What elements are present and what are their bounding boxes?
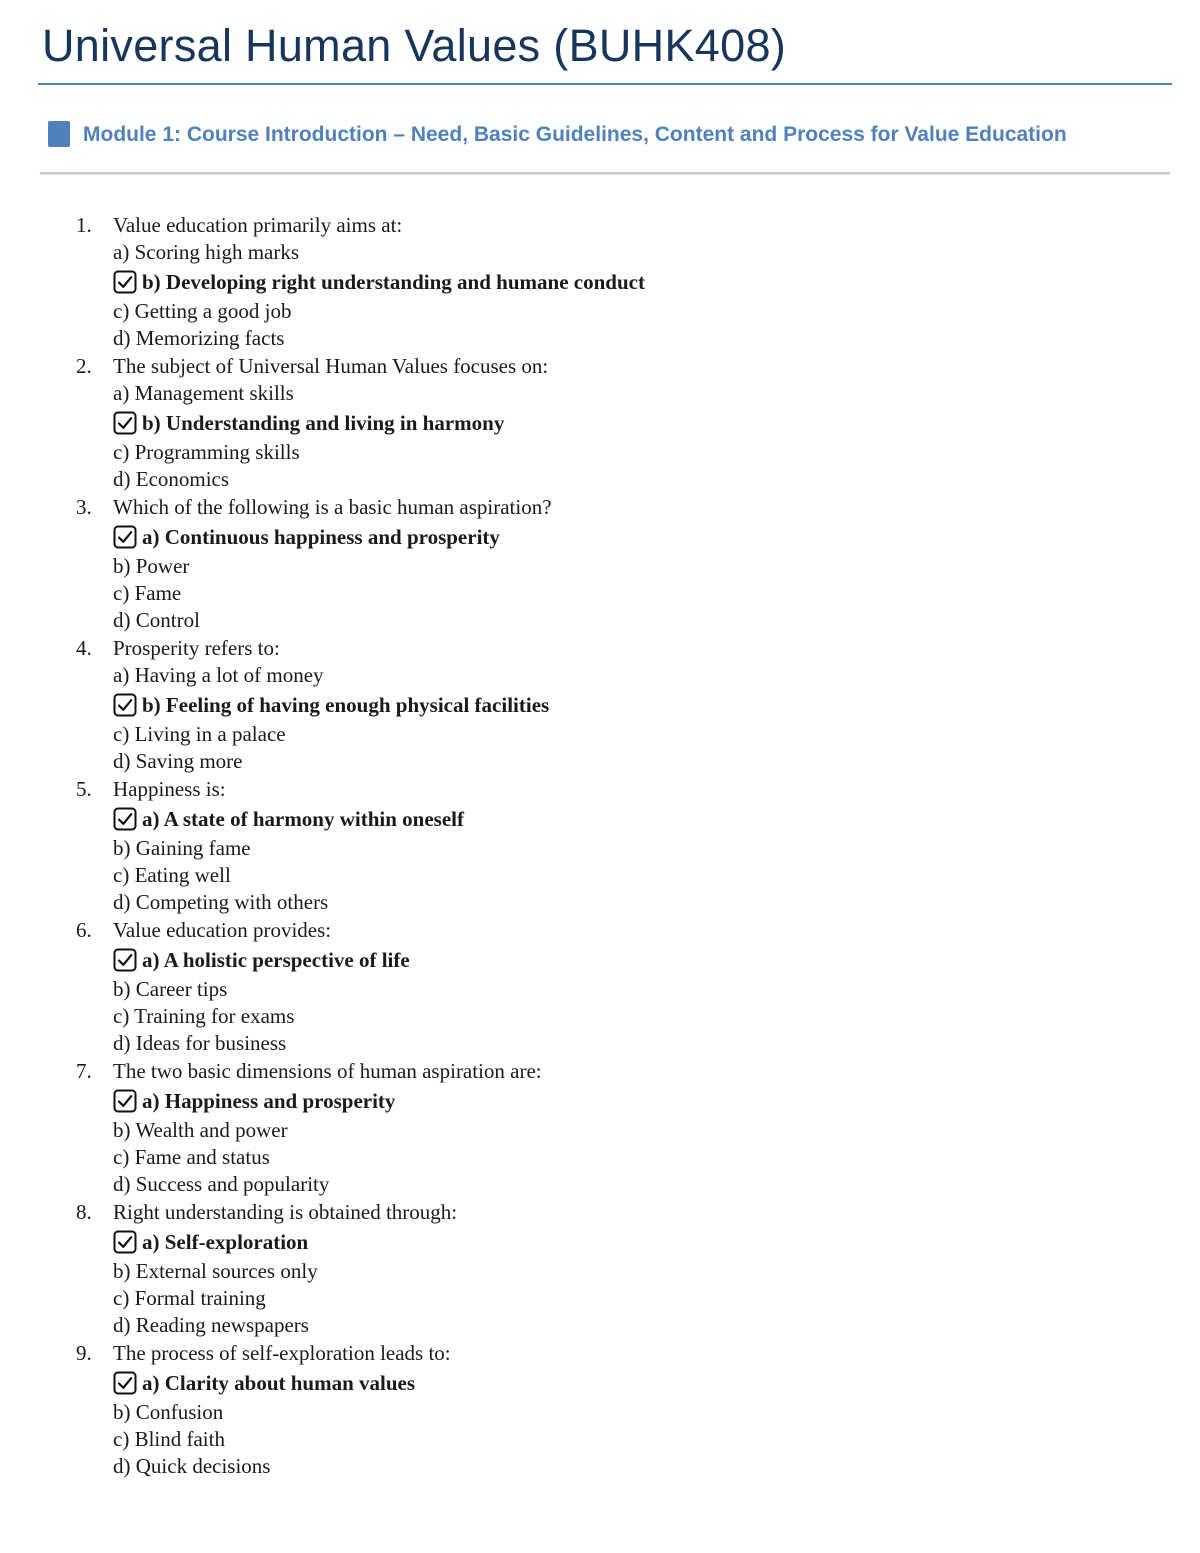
- answer-option: [0, 325, 645, 352]
- question-number: 8.: [76, 1200, 92, 1224]
- question-item: [0, 211, 645, 352]
- option-label: c) Eating well: [113, 863, 231, 887]
- title-divider: [38, 83, 1172, 85]
- option-label: d) Reading newspapers: [113, 1313, 309, 1337]
- checkbox-checked-icon: [113, 270, 137, 294]
- answer-option: [0, 1030, 645, 1057]
- question-item: [0, 916, 645, 1057]
- answer-option: [0, 1426, 645, 1453]
- option-label: b) Gaining fame: [113, 836, 251, 860]
- option-label: d) Memorizing facts: [113, 326, 285, 350]
- answer-option: [0, 380, 645, 407]
- option-label: d) Control: [113, 608, 200, 632]
- option-label: d) Economics: [113, 467, 230, 491]
- correct-answer-option: [0, 689, 645, 721]
- question-text: Right understanding is obtained through:: [113, 1200, 458, 1224]
- module-marker-icon: [48, 121, 70, 147]
- option-label: b) External sources only: [113, 1259, 318, 1283]
- question-line: [0, 352, 645, 380]
- option-label: b) Career tips: [113, 977, 228, 1001]
- answer-option: [0, 607, 645, 634]
- option-label: a) Having a lot of money: [113, 663, 324, 687]
- answer-option: [0, 580, 645, 607]
- option-label: d) Ideas for business: [113, 1031, 287, 1055]
- option-label: a) Self-exploration: [142, 1230, 309, 1254]
- correct-answer-option: [0, 944, 645, 976]
- option-label: c) Formal training: [113, 1286, 266, 1310]
- option-label: b) Understanding and living in harmony: [142, 411, 505, 435]
- checkbox-checked-icon: [113, 1371, 137, 1395]
- option-label: a) Management skills: [113, 381, 294, 405]
- module-divider: [40, 172, 1170, 174]
- checkbox-checked-icon: [113, 411, 137, 435]
- question-text: Which of the following is a basic human aspiration?: [113, 495, 552, 519]
- option-label: a) Clarity about human values: [142, 1371, 416, 1395]
- question-line: [0, 1057, 645, 1085]
- question-line: [0, 1198, 645, 1226]
- option-label: c) Fame and status: [113, 1145, 270, 1169]
- correct-answer-option: [0, 1226, 645, 1258]
- option-label: a) A holistic perspective of life: [142, 948, 410, 972]
- module-heading: Module 1: Course Introduction – Need, Basic Guidelines, Content and Process for Value Education: [83, 123, 1067, 146]
- correct-answer-option: [0, 266, 645, 298]
- checkbox-checked-icon: [113, 948, 137, 972]
- answer-option: [0, 1453, 645, 1480]
- question-text: Prosperity refers to:: [113, 636, 280, 660]
- answer-option: [0, 862, 645, 889]
- question-line: [0, 1339, 645, 1367]
- answer-option: [0, 466, 645, 493]
- checkbox-checked-icon: [113, 525, 137, 549]
- answer-option: [0, 1003, 645, 1030]
- question-number: 6.: [76, 918, 92, 942]
- answer-option: [0, 553, 645, 580]
- checkbox-checked-icon: [113, 693, 137, 717]
- question-item: [0, 1198, 645, 1339]
- option-label: d) Competing with others: [113, 890, 329, 914]
- question-line: [0, 916, 645, 944]
- question-item: [0, 1057, 645, 1198]
- checkbox-checked-icon: [113, 1089, 137, 1113]
- correct-answer-option: [0, 521, 645, 553]
- answer-option: [0, 1399, 645, 1426]
- answer-option: [0, 721, 645, 748]
- option-label: a) Scoring high marks: [113, 240, 300, 264]
- option-label: b) Wealth and power: [113, 1118, 288, 1142]
- question-text: The subject of Universal Human Values focuses on:: [113, 354, 549, 378]
- question-list: [0, 211, 645, 1480]
- question-item: [0, 493, 645, 634]
- correct-answer-option: [0, 407, 645, 439]
- question-text: Value education primarily aims at:: [113, 213, 403, 237]
- correct-answer-option: [0, 803, 645, 835]
- correct-answer-option: [0, 1367, 645, 1399]
- question-item: [0, 634, 645, 775]
- answer-option: [0, 298, 645, 325]
- question-number: 5.: [76, 777, 92, 801]
- option-label: d) Quick decisions: [113, 1454, 271, 1478]
- question-item: [0, 775, 645, 916]
- question-line: [0, 211, 645, 239]
- answer-option: [0, 1171, 645, 1198]
- document-title: Universal Human Values (BUHK408): [42, 20, 787, 71]
- answer-option: [0, 1258, 645, 1285]
- question-number: 9.: [76, 1341, 92, 1365]
- question-number: 2.: [76, 354, 92, 378]
- question-number: 4.: [76, 636, 92, 660]
- option-label: c) Programming skills: [113, 440, 300, 464]
- question-text: The two basic dimensions of human aspiration are:: [113, 1059, 542, 1083]
- question-text: Value education provides:: [113, 918, 332, 942]
- answer-option: [0, 889, 645, 916]
- question-number: 1.: [76, 213, 92, 237]
- checkbox-checked-icon: [113, 807, 137, 831]
- option-label: c) Blind faith: [113, 1427, 225, 1451]
- answer-option: [0, 1285, 645, 1312]
- question-line: [0, 634, 645, 662]
- question-line: [0, 775, 645, 803]
- question-text: The process of self-exploration leads to:: [113, 1341, 451, 1365]
- option-label: b) Developing right understanding and humane conduct: [142, 270, 645, 294]
- answer-option: [0, 748, 645, 775]
- answer-option: [0, 1312, 645, 1339]
- option-label: a) Happiness and prosperity: [142, 1089, 396, 1113]
- answer-option: [0, 1117, 645, 1144]
- option-label: c) Training for exams: [113, 1004, 295, 1028]
- option-label: c) Living in a palace: [113, 722, 286, 746]
- answer-option: [0, 1144, 645, 1171]
- option-label: b) Power: [113, 554, 190, 578]
- answer-option: [0, 835, 645, 862]
- checkbox-checked-icon: [113, 1230, 137, 1254]
- correct-answer-option: [0, 1085, 645, 1117]
- question-line: [0, 493, 645, 521]
- option-label: c) Fame: [113, 581, 182, 605]
- answer-option: [0, 976, 645, 1003]
- answer-option: [0, 662, 645, 689]
- question-number: 3.: [76, 495, 92, 519]
- answer-option: [0, 439, 645, 466]
- question-item: [0, 352, 645, 493]
- option-label: c) Getting a good job: [113, 299, 292, 323]
- option-label: a) Continuous happiness and prosperity: [142, 525, 500, 549]
- option-label: b) Feeling of having enough physical facilities: [142, 693, 550, 717]
- question-number: 7.: [76, 1059, 92, 1083]
- question-item: [0, 1339, 645, 1480]
- question-text: Happiness is:: [113, 777, 226, 801]
- answer-option: [0, 239, 645, 266]
- option-label: d) Saving more: [113, 749, 243, 773]
- option-label: d) Success and popularity: [113, 1172, 330, 1196]
- option-label: b) Confusion: [113, 1400, 224, 1424]
- option-label: a) A state of harmony within oneself: [142, 807, 464, 831]
